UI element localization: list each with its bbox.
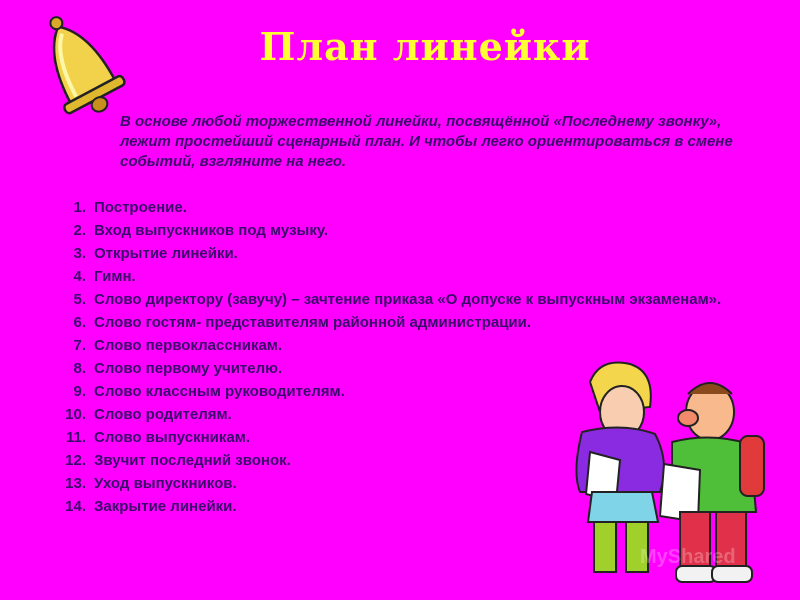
list-item-number: 10. (65, 406, 86, 423)
list-item-number: 2. (73, 222, 86, 239)
intro-paragraph: В основе любой торжественной линейки, посвящённой «Последнему звонку», лежит простейший сценарный план. И чтобы легко ориентироваться в смене событий, взгляните на него. (120, 113, 733, 170)
list-item (52, 244, 752, 263)
list-item-text: Слово выпускникам. (94, 429, 250, 446)
list-item-number: 9. (73, 383, 86, 400)
list-item-text: Слово классным руководителям. (94, 383, 345, 400)
list-item-number: 6. (73, 314, 86, 331)
list-item-text: Слово гостям- представителям районной администрации. (94, 314, 532, 331)
list-item-text: Слово родителям. (94, 406, 232, 423)
list-item-number: 12. (65, 452, 86, 469)
list-item-number: 5. (73, 291, 86, 308)
page-title: План линейки (259, 24, 591, 69)
list-item (52, 290, 752, 309)
list-item-number: 13. (65, 475, 86, 492)
list-item-number: 7. (73, 337, 86, 354)
list-item-text: Построение. (94, 199, 187, 216)
list-item-number: 3. (73, 245, 86, 262)
watermark-logo: MyShared (640, 546, 736, 568)
list-item-text: Закрытие линейки. (94, 498, 237, 515)
list-item-number: 4. (73, 268, 86, 285)
list-item-text: Слово первому учителю. (94, 360, 283, 377)
bell-icon (22, 2, 132, 122)
list-item-text: Вход выпускников под музыку. (94, 222, 329, 239)
list-item (52, 267, 752, 286)
list-item-text: Слово первоклассникам. (94, 337, 283, 354)
list-item-text: Открытие линейки. (94, 245, 238, 262)
list-item-text: Слово директору (завучу) – зачтение приказа «О допуске к выпускным экзаменам». (94, 291, 722, 308)
list-item-number: 14. (65, 498, 86, 515)
list-item-text: Уход выпускников. (94, 475, 237, 492)
list-item-number: 1. (73, 199, 86, 216)
list-item (52, 221, 752, 240)
list-item-number: 8. (73, 360, 86, 377)
list-item (52, 313, 752, 332)
list-item (52, 198, 752, 217)
list-item-text: Гимн. (94, 268, 136, 285)
list-item-text: Звучит последний звонок. (94, 452, 291, 469)
list-item-number: 11. (65, 429, 86, 446)
